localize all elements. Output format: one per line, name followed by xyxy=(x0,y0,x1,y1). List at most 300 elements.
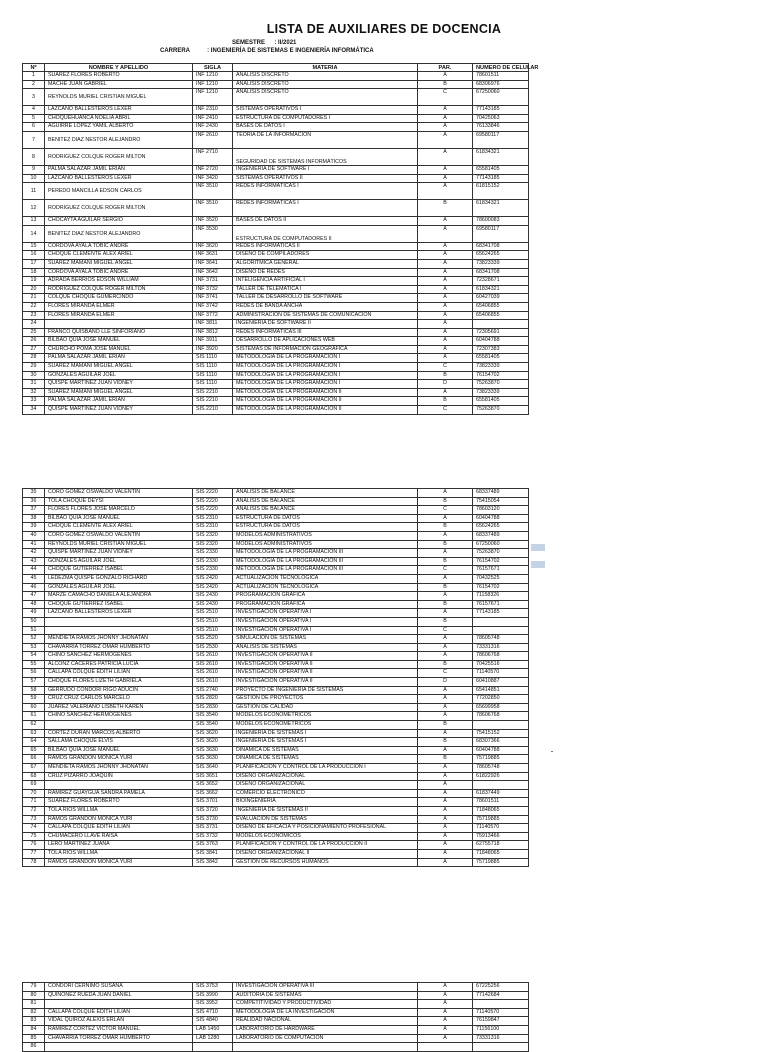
cell-cel: 61815152 xyxy=(473,183,529,200)
cell-cel xyxy=(473,781,529,790)
cell-name: COLQUE CHOQUE GUMERCINDO xyxy=(45,294,193,303)
cell-sigla: SIS 3620 xyxy=(193,738,233,747)
cell-no: 38 xyxy=(23,514,45,523)
table-row xyxy=(23,123,529,132)
cell-par: A xyxy=(418,217,473,226)
cell-name: MENDIETA RAMOS JHONNY JHONATAN xyxy=(45,764,193,773)
cell-materia: INVESTIGACIÓN OPERATIVA II xyxy=(233,660,418,669)
cell-par: A xyxy=(418,294,473,303)
cell-par: B xyxy=(418,200,473,217)
cell-cel: 76133846 xyxy=(473,123,529,132)
table-row xyxy=(23,148,529,165)
cell-name: MACHE JUAN GABRIEL xyxy=(45,80,193,89)
cell-par: C xyxy=(418,669,473,678)
cell-materia: SISTEMAS DE INFORMACIÓN GEOGRÁFICA xyxy=(233,345,418,354)
cell-cel: 75263870 xyxy=(473,380,529,389)
table-row xyxy=(23,695,529,704)
cell-name: CRUZ CRUZ CARLOS MARCELO xyxy=(45,695,193,704)
cell-par: A xyxy=(418,635,473,644)
cell-no: 57 xyxy=(23,678,45,687)
cell-name: FLORES MIRANDA ELMER xyxy=(45,311,193,320)
cell-sigla: SIS 3732 xyxy=(193,832,233,841)
cell-par: B xyxy=(418,755,473,764)
cell-name: SUAREZ FLORES ROBERTO xyxy=(45,798,193,807)
cell-sigla: INF 2410 xyxy=(193,114,233,123)
cell-cel: 75719885 xyxy=(473,755,529,764)
cell-name: BENITEZ DIAZ NESTOR ALEJANDRO xyxy=(45,225,193,242)
cell-name: PEREDO MANCILLA EDSON CARLOS xyxy=(45,183,193,200)
cell-par: A xyxy=(418,574,473,583)
cell-par: A xyxy=(418,225,473,242)
cell-no: 40 xyxy=(23,531,45,540)
cell-materia: METODOLOGÍA DE LA PROGRAMACIÓN II xyxy=(233,406,418,415)
table-header-row xyxy=(23,64,529,72)
table-row xyxy=(23,789,529,798)
cell-cel: 65406855 xyxy=(473,302,529,311)
cell-name: CONDORI CERNIMO SUSANA xyxy=(45,983,193,992)
table-row xyxy=(23,832,529,841)
cell-par: A xyxy=(418,311,473,320)
cell-cel: 76157671 xyxy=(473,600,529,609)
cell-no: 8 xyxy=(23,148,45,165)
cell-no: 50 xyxy=(23,617,45,626)
cell-no: 39 xyxy=(23,523,45,532)
cell-no: 65 xyxy=(23,746,45,755)
column-header: Nº xyxy=(23,64,45,72)
cell-no: 7 xyxy=(23,131,45,148)
cell-no: 45 xyxy=(23,574,45,583)
cell-materia: DISEÑO DE COMPILADORES xyxy=(233,251,418,260)
table-row xyxy=(23,549,529,558)
cell-par: A xyxy=(418,1000,473,1009)
table-row xyxy=(23,514,529,523)
cell-sigla: INF 3742 xyxy=(193,302,233,311)
cell-no: 60 xyxy=(23,703,45,712)
cell-par: B xyxy=(418,497,473,506)
cell-cel xyxy=(473,1000,529,1009)
table-row xyxy=(23,626,529,635)
cell-name: RODRIGUEZ COLQUE ROGER MILTON xyxy=(45,285,193,294)
cell-cel: 71140570 xyxy=(473,669,529,678)
table-row xyxy=(23,772,529,781)
cell-materia: AUDITORÍA DE SISTEMAS xyxy=(233,991,418,1000)
cell-sigla: SIS 3652 xyxy=(193,781,233,790)
cell-no: 64 xyxy=(23,738,45,747)
cell-materia: REDES INFORMÁTICAS I xyxy=(233,183,418,200)
cell-name: CHOQUE GUTIERREZ ISABEL xyxy=(45,600,193,609)
table-row xyxy=(23,354,529,363)
cell-cel: 76159847 xyxy=(473,1017,529,1026)
cell-materia: ANÁLISIS DE BALANCE xyxy=(233,489,418,498)
cell-sigla: INF 1210 xyxy=(193,72,233,81)
table-row xyxy=(23,371,529,380)
auxiliares-table xyxy=(22,63,539,415)
cell-name xyxy=(45,781,193,790)
cell-par: A xyxy=(418,841,473,850)
cell-name: LAZCANO BALLESTEROS LEXER xyxy=(45,174,193,183)
cell-name: CHINO SANCHEZ HERMOGENES xyxy=(45,652,193,661)
cell-sigla: SIS 3630 xyxy=(193,746,233,755)
cell-name: SALLAMA CHOQUE ELVIS xyxy=(45,738,193,747)
cell-name: SUAREZ FLORES ROBERTO xyxy=(45,72,193,81)
cell-par: D xyxy=(418,678,473,687)
table-row xyxy=(23,721,529,730)
cell-par: A xyxy=(418,123,473,132)
cell-materia: REDES INFORMATICAS II xyxy=(233,242,418,251)
cell-materia: METODOLOGÍA DE LA PROGRAMACIÓN I xyxy=(233,380,418,389)
cell-name: SUAREZ MAMANI MIGUEL ANGEL xyxy=(45,363,193,372)
cell-sigla: INF 3520 xyxy=(193,217,233,226)
cell-no: 75 xyxy=(23,832,45,841)
cell-name: RAMIREZ CORTEZ VICTOR MANUEL xyxy=(45,1025,193,1034)
cell-materia: INVESTIGACIÓN OPERATIVA I xyxy=(233,617,418,626)
table-row xyxy=(23,574,529,583)
cell-par: A xyxy=(418,302,473,311)
cell-materia: SISTEMAS OPERATIVOS II xyxy=(233,174,418,183)
cell-materia: MODELOS ECONOMETRICOS xyxy=(233,721,418,730)
cell-par: D xyxy=(418,380,473,389)
cell-cel: 71140570 xyxy=(473,1008,529,1017)
cell-materia: COMERCIO ELECTRÓNICO xyxy=(233,789,418,798)
cell-name: RAMOS GRANDON MONICA YURI xyxy=(45,815,193,824)
cell-materia: GESTIÓN DE PROYECTOS xyxy=(233,695,418,704)
cell-cel: 69580117 xyxy=(473,131,529,148)
table-row xyxy=(23,1034,529,1043)
table-row xyxy=(23,806,529,815)
cell-sigla: LAB 1450 xyxy=(193,1025,233,1034)
cell-par: A xyxy=(418,320,473,329)
cell-sigla: SIS 3720 xyxy=(193,806,233,815)
cell-no: 79 xyxy=(23,983,45,992)
cell-materia: MODELOS ECONÓMICOS xyxy=(233,832,418,841)
cell-par: B xyxy=(418,738,473,747)
cell-name: AGUIRRE LOPEZ YAMIL ALBERTO xyxy=(45,123,193,132)
cell-sigla: SIS 2330 xyxy=(193,557,233,566)
cell-materia: ESTRUCTURA DE COMPUTADORES II xyxy=(233,225,418,242)
table-row xyxy=(23,686,529,695)
cell-materia: ESTRUCTURA DE COMPUTADORES I xyxy=(233,114,418,123)
cell-par: A xyxy=(418,824,473,833)
cell-cel: 78605748 xyxy=(473,635,529,644)
cell-name: CHOQUEHUANCA NOELIA ABRIL xyxy=(45,114,193,123)
cell-cel: 77143185 xyxy=(473,609,529,618)
cell-sigla: SIS 4710 xyxy=(193,1008,233,1017)
cell-cel: 75263870 xyxy=(473,406,529,415)
cell-par: A xyxy=(418,781,473,790)
cell-par: A xyxy=(418,174,473,183)
cell-name: FRANCO QUISBANO LLE SINFORIANO xyxy=(45,328,193,337)
cell-cel: 71158326 xyxy=(473,592,529,601)
cell-no: 69 xyxy=(23,781,45,790)
cell-sigla: SIS 3763 xyxy=(193,841,233,850)
cell-sigla: INF 3641 xyxy=(193,259,233,268)
cell-no: 81 xyxy=(23,1000,45,1009)
cell-sigla: INF 3642 xyxy=(193,268,233,277)
cell-cel: 68307366 xyxy=(473,738,529,747)
table-row xyxy=(23,183,529,200)
cell-sigla: SIS 2820 xyxy=(193,695,233,704)
cell-no: 23 xyxy=(23,311,45,320)
cell-materia: DISEÑO DE EFICACIA Y POSICIONAMIENTO PROFESIONAL xyxy=(233,824,418,833)
cell-materia: PROYECTO DE INGENIERÍA DE SISTEMAS xyxy=(233,686,418,695)
cell-cel: 76154702 xyxy=(473,557,529,566)
table-row xyxy=(23,337,529,346)
cell-materia: INVESTIGACIÓN OPERATIVA III xyxy=(233,983,418,992)
cell-cel: 61834321 xyxy=(473,285,529,294)
cell-sigla: INF 3732 xyxy=(193,285,233,294)
cell-cel: 73823339 xyxy=(473,388,529,397)
cell-par: C xyxy=(418,89,473,106)
cell-par: A xyxy=(418,858,473,867)
cell-cel: 65699958 xyxy=(473,703,529,712)
cell-no: 26 xyxy=(23,337,45,346)
cell-par: A xyxy=(418,712,473,721)
cell-materia: INGENIERÍA DE SISTEMAS I xyxy=(233,738,418,747)
cell-name: PALMA SALAZAR JAMIL ERIAN xyxy=(45,354,193,363)
cell-cel: 70425516 xyxy=(473,660,529,669)
cell-sigla: SIS 3620 xyxy=(193,729,233,738)
cell-materia: DISEÑO DE REDES xyxy=(233,268,418,277)
cell-name xyxy=(45,320,193,329)
cell-materia: INVESTIGACIÓN OPERATIVA II xyxy=(233,678,418,687)
table-row xyxy=(23,669,529,678)
cell-no: 55 xyxy=(23,660,45,669)
table-row xyxy=(23,320,529,329)
cell-materia: PLANIFICACIÓN Y CONTROL DE LA PRODUCCIÓN I xyxy=(233,764,418,773)
table-row xyxy=(23,268,529,277)
cell-materia: ALGORITMICA GENERAL xyxy=(233,259,418,268)
auxiliares-table xyxy=(22,488,529,867)
table-row xyxy=(23,652,529,661)
cell-cel: 65581405 xyxy=(473,397,529,406)
table-row xyxy=(23,764,529,773)
cell-name: VIDAL QUIROZ ALEXIS ERLAN xyxy=(45,1017,193,1026)
table-row xyxy=(23,225,529,242)
cell-materia: TEORIA DE LA INFORMACION xyxy=(233,131,418,148)
cell-par: A xyxy=(418,388,473,397)
table-row xyxy=(23,89,529,106)
cell-cel: 77142684 xyxy=(473,991,529,1000)
cell-cel xyxy=(473,721,529,730)
cell-no: 46 xyxy=(23,583,45,592)
cell-no: 59 xyxy=(23,695,45,704)
cell-sigla: SIS 1110 xyxy=(193,371,233,380)
cell-sigla: SIS 3731 xyxy=(193,824,233,833)
cell-materia: INGENIERÍA DE SISTEMAS II xyxy=(233,806,418,815)
table-row xyxy=(23,531,529,540)
cell-name: GONZALES AGUILAR JOEL xyxy=(45,557,193,566)
cell-cel: 67250060 xyxy=(473,89,529,106)
table-row xyxy=(23,557,529,566)
cell-name xyxy=(45,721,193,730)
table-row xyxy=(23,1000,529,1009)
cell-par: A xyxy=(418,72,473,81)
cell-name: CORDOVA AYALA TOBIC ANDRE xyxy=(45,242,193,251)
cell-name: CHAVARRIA TORREZ OMAR HUMBERTO xyxy=(45,643,193,652)
stray-mark xyxy=(551,751,553,752)
table-row xyxy=(23,815,529,824)
cell-sigla: SIS 4840 xyxy=(193,1017,233,1026)
cell-materia: INVESTIGACIÓN OPERATIVA II xyxy=(233,652,418,661)
table-row xyxy=(23,566,529,575)
table-row xyxy=(23,738,529,747)
cell-name: ADRADA BERRIOS EDSON WILLIAM xyxy=(45,277,193,286)
cell-cel: 65581405 xyxy=(473,354,529,363)
cell-sigla: SIS 2210 xyxy=(193,406,233,415)
cell-cel: 68341708 xyxy=(473,242,529,251)
table-row xyxy=(23,712,529,721)
cell-no: 16 xyxy=(23,251,45,260)
cell-materia: TALLER DE DESARROLLO DE SOFTWARE xyxy=(233,294,418,303)
cell-cel: 67225256 xyxy=(473,983,529,992)
cell-par: A xyxy=(418,489,473,498)
cell-par: C xyxy=(418,626,473,635)
cell-name: GERRUDO CONDORI RIGO ADUCIN xyxy=(45,686,193,695)
cell-sigla: SIS 3753 xyxy=(193,983,233,992)
cell-cel: 75415152 xyxy=(473,729,529,738)
cell-sigla: SIS 2430 xyxy=(193,592,233,601)
cell-name xyxy=(45,1000,193,1009)
cell-no: 61 xyxy=(23,712,45,721)
cell-sigla: SIS 2430 xyxy=(193,600,233,609)
table-row xyxy=(23,106,529,115)
cell-sigla: SIS 2530 xyxy=(193,643,233,652)
cell-name: CORDOVA AYALA TOBIC ANDRE xyxy=(45,268,193,277)
table-row xyxy=(23,798,529,807)
cell-sigla: INF 2610 xyxy=(193,131,233,148)
cell-sigla: INF 3731 xyxy=(193,277,233,286)
cell-name: RODRIGUEZ COLQUE ROGER MILTON xyxy=(45,148,193,165)
cell-par: B xyxy=(418,583,473,592)
cell-par: A xyxy=(418,106,473,115)
cell-par: A xyxy=(418,1008,473,1017)
cell-no: 36 xyxy=(23,497,45,506)
cell-sigla: INF 3772 xyxy=(193,311,233,320)
table-row xyxy=(23,174,529,183)
cell-name: CORTEZ DURAN MARCOS ALBERTO xyxy=(45,729,193,738)
cell-sigla: INF 3631 xyxy=(193,251,233,260)
cell-name: PALMA SALAZAR JAMIL ERIAN xyxy=(45,165,193,174)
cell-no: 62 xyxy=(23,721,45,730)
cell-sigla: SIS 1110 xyxy=(193,363,233,372)
cell-name: REYNOLDS MURIEL CRISTIAN MIGUEL xyxy=(45,89,193,106)
cell-materia: DINÁMICA DE SISTEMAS xyxy=(233,746,418,755)
cell-no: 27 xyxy=(23,345,45,354)
cell-no: 42 xyxy=(23,549,45,558)
cell-materia: ANÁLISIS DE BALANCE xyxy=(233,506,418,515)
cell-cel: 65624265 xyxy=(473,523,529,532)
cell-sigla: INF 3620 xyxy=(193,242,233,251)
cell-name: SUAREZ MAMANI MIGUEL ANGEL xyxy=(45,388,193,397)
cell-sigla: SIS 2420 xyxy=(193,583,233,592)
column-header: PAR. xyxy=(418,64,473,72)
cell-sigla: INF 2720 xyxy=(193,165,233,174)
cell-cel: 72305691 xyxy=(473,328,529,337)
cell-no: 52 xyxy=(23,635,45,644)
cell-par: A xyxy=(418,849,473,858)
cell-name: QUISPE MARTINEZ JUAN VIDNEY xyxy=(45,549,193,558)
cell-no: 37 xyxy=(23,506,45,515)
cell-par: A xyxy=(418,983,473,992)
cell-materia: SEGURIDAD DE SISTEMAS INFORMÁTICOS xyxy=(233,148,418,165)
cell-name: LAZCANO BALLESTEROS LEXER xyxy=(45,609,193,618)
cell-materia xyxy=(233,1043,418,1052)
cell-no: 4 xyxy=(23,106,45,115)
cell-cel: 77143185 xyxy=(473,106,529,115)
cell-sigla: LAB 1280 xyxy=(193,1034,233,1043)
cell-name: CHAVARRIA TORREZ OMAR HUMBERTO xyxy=(45,1034,193,1043)
cell-cel: 68337489 xyxy=(473,531,529,540)
cell-sigla: SIS 3842 xyxy=(193,858,233,867)
cell-cel: 72307383 xyxy=(473,345,529,354)
table-row xyxy=(23,489,529,498)
cell-par: A xyxy=(418,337,473,346)
cell-sigla: SIS 2330 xyxy=(193,566,233,575)
cell-no: 80 xyxy=(23,991,45,1000)
cell-sigla: SIS 1110 xyxy=(193,354,233,363)
table-row xyxy=(23,540,529,549)
cell-cel: 60404788 xyxy=(473,337,529,346)
cell-cel: 78601511 xyxy=(473,798,529,807)
cell-par: A xyxy=(418,643,473,652)
cell-no: 28 xyxy=(23,354,45,363)
cell-cel: 72328671 xyxy=(473,277,529,286)
carrera-value: : INGENIERÍA DE SISTEMAS E INGENIERÍA INFORMÁTICA xyxy=(207,48,374,54)
cell-cel xyxy=(473,1043,529,1052)
cell-no: 15 xyxy=(23,242,45,251)
cell-name: CHOQUE FLORES LIZETH GABRIELA xyxy=(45,678,193,687)
cell-sigla: SIS 3841 xyxy=(193,849,233,858)
cell-sigla: SIS 3640 xyxy=(193,764,233,773)
cell-materia: ADMINISTRACIÓN DE SISTEMAS DE COMUNICACIÓN xyxy=(233,311,418,320)
cell-par: B xyxy=(418,523,473,532)
cell-no: 82 xyxy=(23,1008,45,1017)
cell-sigla: SIS 2420 xyxy=(193,574,233,583)
cell-materia: DISEÑO ORGANIZACIONAL xyxy=(233,781,418,790)
cell-name: PALMA SALAZAR JAMIL ERIAN xyxy=(45,397,193,406)
cell-no: 41 xyxy=(23,540,45,549)
cell-materia: BIOINGENIERIA xyxy=(233,798,418,807)
cell-materia: DISEÑO ORGANIZACIONAL xyxy=(233,772,418,781)
table-row xyxy=(23,114,529,123)
cell-sigla: SIS 2320 xyxy=(193,531,233,540)
cell-materia: ACTUALIZACIÓN TECNOLÓGICA xyxy=(233,574,418,583)
column-header: MATERIA xyxy=(233,64,418,72)
cell-name xyxy=(45,617,193,626)
table-row xyxy=(23,217,529,226)
cell-cel: 62755718 xyxy=(473,841,529,850)
table-row xyxy=(23,328,529,337)
cell-sigla: SIS 2310 xyxy=(193,523,233,532)
cell-no: 53 xyxy=(23,643,45,652)
cell-cel: 68306976 xyxy=(473,80,529,89)
cell-no: 31 xyxy=(23,380,45,389)
cell-sigla: SIS 1110 xyxy=(193,380,233,389)
cell-par: A xyxy=(418,531,473,540)
cell-name: GONZALES AGUILAR JOEL xyxy=(45,583,193,592)
cell-name: REYNOLDS MURIEL CRISTIAN MIGUEL xyxy=(45,540,193,549)
cell-no: 14 xyxy=(23,225,45,242)
cell-cel: 73823339 xyxy=(473,259,529,268)
cell-cel: 71140570 xyxy=(473,824,529,833)
cell-no: 67 xyxy=(23,764,45,773)
cell-no: 83 xyxy=(23,1017,45,1026)
cell-no: 63 xyxy=(23,729,45,738)
cell-name: BILBAO QUIA JOSE MANUEL xyxy=(45,337,193,346)
cell-materia: MODELOS ADMINISTRATIVOS xyxy=(233,531,418,540)
cell-name: QUISPE MARTINEZ JUAN VIDNEY xyxy=(45,406,193,415)
cell-sigla: INF 3911 xyxy=(193,337,233,346)
